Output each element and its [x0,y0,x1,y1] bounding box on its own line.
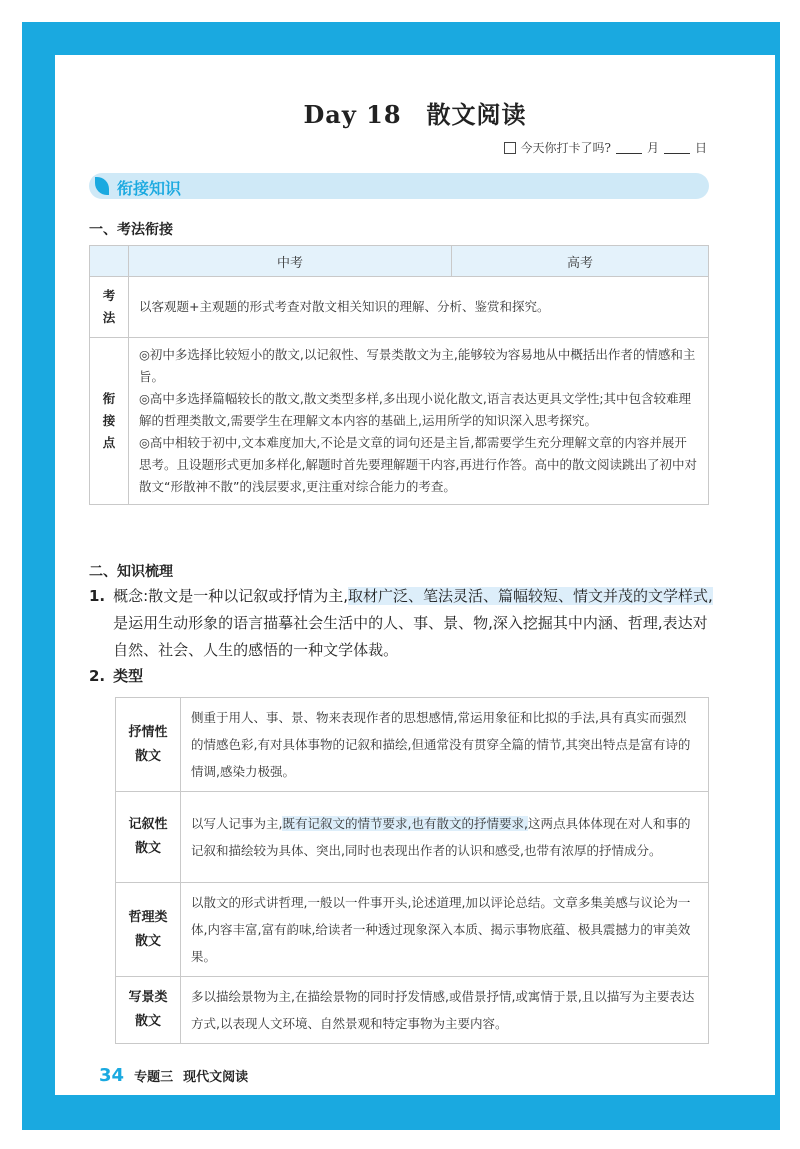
concept-item [89,583,719,664]
type-desc: 以散文的形式讲哲理,一般以一件事开头,论述道理,加以评论总结。文章多集美感与议论为一体,内容丰富,富有韵味,给读者一种透过现象深入本质、揭示事物底蕴、极具震撼力的审美效果。 [181,883,709,977]
page-footer [99,1065,248,1086]
concept-text: 概念:散文是一种以记叙或抒情为主, [113,587,348,605]
footer-topic: 专题三 [134,1070,174,1085]
type-name: 哲理类 散文 [116,883,181,977]
item-number: 2. [89,667,106,685]
checkin-checkbox[interactable] [504,142,516,154]
type-name: 抒情性 散文 [116,698,181,792]
section2-heading: 二、知识梳理 [89,564,173,580]
link-point: ◎初中多选择比较短小的散文,以记叙性、写景类散文为主,能够较为容易地从中概括出作者的情感和主旨。 [139,347,696,384]
types-table [115,697,709,1044]
day-blank[interactable] [664,142,690,154]
page-number: 34 [99,1065,125,1086]
concept-highlight: 取材广泛、笔法灵活、篇幅较短、情文并茂的文学样式, [347,587,713,605]
exam-method-text: 以客观题+主观题的形式考查对散文相关知识的理解、分析、鉴赏和探究。 [129,277,709,338]
month-label: 月 [646,141,659,155]
types-item [89,663,143,690]
column-header: 中考 [129,246,452,277]
checkin-text: 今天你打卡了吗? [520,141,611,155]
type-desc-part: 这两点具体体现在对人和事的记叙和描绘较为具体、突出,同时也表现出作者的认识和感受,也带有浓厚的抒情成分。 [191,816,691,858]
link-point: ◎高中相较于初中,文本难度加大,不论是文章的词句还是主旨,都需要学生充分理解文章的内容并展开思考。且设题形式更加多样化,解题时首先要理解题干内容,再进行作答。高中的散文阅读跳出了初中对散文“形散神不散”的浅层要求,更注重对综合能力的考查。 [139,435,697,494]
type-desc: 侧重于用人、事、景、物来表现作者的思想感情,常运用象征和比拟的手法,具有真实而强烈的情感色彩,有对具体事物的记叙和描绘,但通常没有贯穿全篇的情节,其突出特点是富有诗的情调,感染力极强。 [181,698,709,792]
page-title: Day 18 散文阅读 [303,100,527,129]
type-desc-part: 以写人记事为主, [191,816,283,831]
type-name: 写景类 散文 [116,977,181,1044]
type-desc: 多以描绘景物为主,在描绘景物的同时抒发情感,或借景抒情,或寓情于景,且以描写为主要表达方式,以表现人文环境、自然景观和特定事物为主要内容。 [181,977,709,1044]
link-point: ◎高中多选择篇幅较长的散文,散文类型多样,多出现小说化散文,语言表达更具文学性;其中包含较难理解的哲理类散文,需要学生在理解文本内容的基础上,运用所学的知识深入思考探究。 [139,391,692,428]
row-label: 衔 接 点 [90,338,129,505]
column-header: 高考 [452,246,709,277]
type-name: 记叙性 散文 [116,792,181,883]
footer-name: 现代文阅读 [183,1070,249,1085]
banner-title: 衔接知识 [117,179,182,198]
section1-heading: 一、考法衔接 [89,222,173,238]
item-number: 1. [89,587,106,605]
concept-text-cont: 是运用生动形象的语言描摹社会生活中的人、事、景、物,深入挖掘其中内涵、哲理,表达对自然、社会、人生的感悟的一种文学体裁。 [113,614,708,659]
day-label: 日 [694,141,707,155]
types-label: 类型 [113,667,144,685]
month-blank[interactable] [616,142,642,154]
row-label: 考 法 [90,277,129,338]
page [55,55,775,1095]
leaf-icon [95,177,109,195]
section-banner [89,173,709,199]
type-desc-highlight: 既有记叙文的情节要求,也有散文的抒情要求, [282,816,528,831]
type-desc [181,792,709,883]
checkin-line [504,139,707,156]
table-corner [90,246,129,277]
exam-table [89,245,709,505]
